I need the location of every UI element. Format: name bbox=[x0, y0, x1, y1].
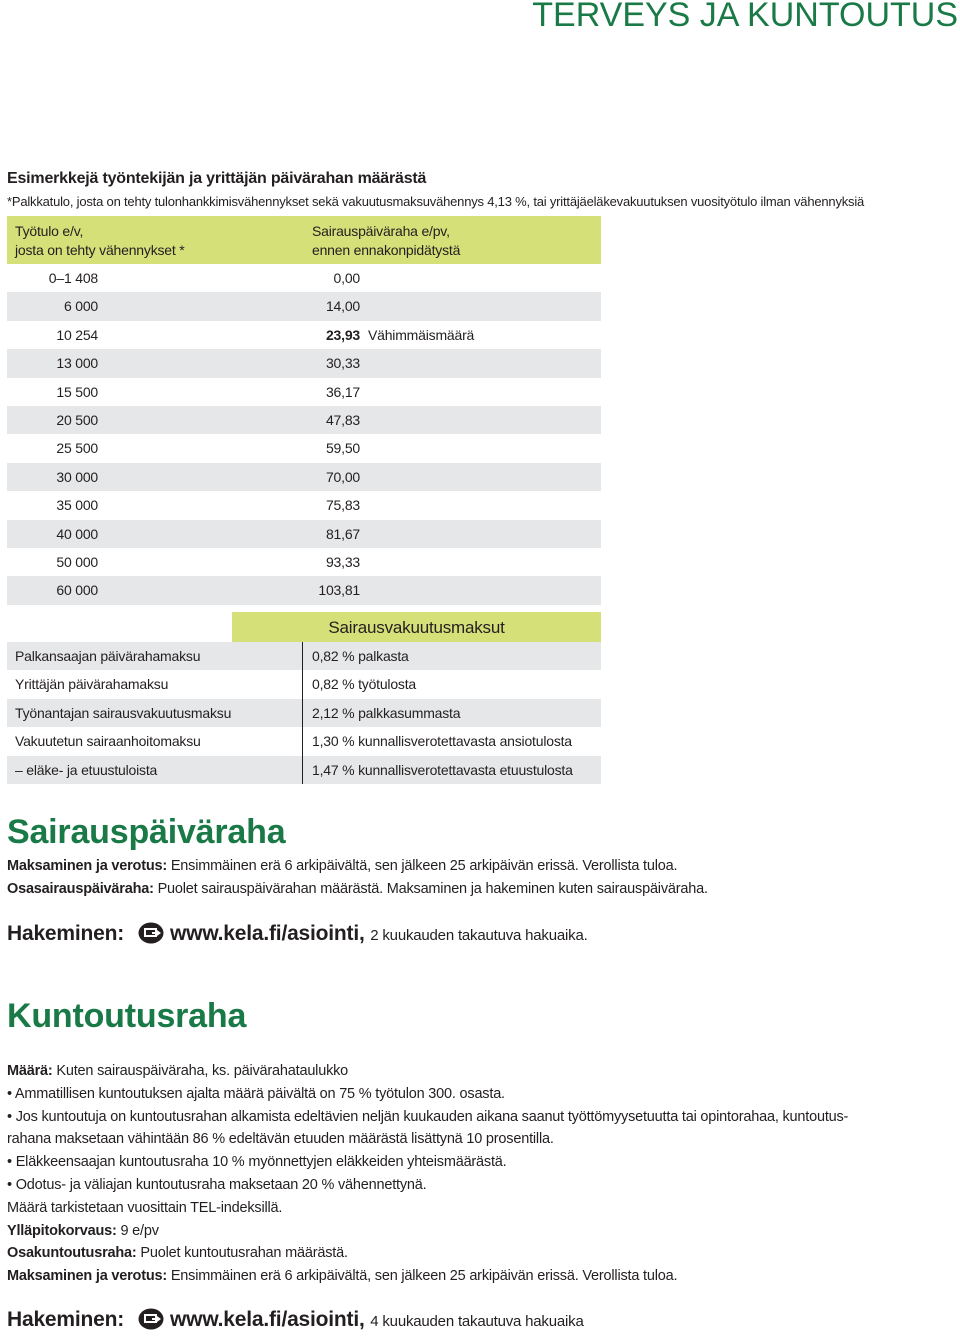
allowance-cell: 36,17 bbox=[325, 383, 360, 400]
fee-value: 0,82 % palkasta bbox=[312, 648, 409, 664]
table-row bbox=[7, 727, 601, 755]
column-divider bbox=[302, 756, 303, 784]
rehab-index-check: Määrä tarkistetaan vuosittain TEL-indeksillä. bbox=[7, 1200, 283, 1216]
column-divider bbox=[302, 642, 303, 670]
table-row bbox=[7, 756, 601, 784]
section-title: Esimerkkejä työntekijän ja yrittäjän päivärahan määrästä bbox=[7, 170, 427, 187]
allowance-cell: 103,81 bbox=[318, 582, 360, 599]
table-row bbox=[7, 699, 601, 727]
rehab-amount-label: Määrä: bbox=[7, 1063, 53, 1079]
income-cell: 35 000 bbox=[56, 497, 98, 514]
sickness-payment-text: Ensimmäinen erä 6 arkipäivältä, sen jälkeen 25 arkipäivän erissä. Verollista tuloa. bbox=[167, 858, 678, 874]
insurance-fees-table bbox=[7, 612, 601, 784]
income-cell: 30 000 bbox=[56, 468, 98, 485]
sickness-apply-label: Hakeminen: bbox=[7, 922, 125, 945]
table-row bbox=[7, 378, 601, 406]
rehab-apply-label: Hakeminen: bbox=[7, 1308, 125, 1331]
table-row bbox=[7, 520, 601, 548]
table-row bbox=[7, 463, 601, 491]
rehab-bullet-1: • Ammatillisen kuntoutuksen ajalta määrä päivältä on 75 % työtulon 300. osasta. bbox=[7, 1086, 505, 1102]
allowance-header-line2: ennen ennakonpidätystä bbox=[312, 242, 461, 258]
table-row bbox=[7, 292, 601, 320]
rehab-payment-label: Maksaminen ja verotus: bbox=[7, 1268, 167, 1284]
rehab-apply bbox=[7, 1308, 584, 1336]
allowance-cell: 14,00 bbox=[325, 298, 360, 315]
sickness-partial-text: Puolet sairauspäivärahan määrästä. Maksaminen ja hakeminen kuten sairauspäiväraha. bbox=[153, 881, 708, 897]
fee-label: – eläke- ja etuustuloista bbox=[15, 761, 158, 778]
rehab-amount bbox=[7, 1063, 348, 1079]
sickness-apply-note: 2 kuukauden takautuva hakuaika. bbox=[370, 927, 588, 944]
sickness-heading: Sairauspäiväraha bbox=[7, 813, 286, 851]
table-row bbox=[7, 548, 601, 576]
allowance-cell: 75,83 bbox=[325, 497, 360, 514]
allowance-cell: 47,83 bbox=[325, 411, 360, 428]
sickness-apply-link[interactable]: www.kela.fi/asiointi, bbox=[170, 922, 365, 945]
allowance-header-line1: Sairauspäiväraha e/pv, bbox=[312, 223, 450, 239]
rehab-partial-text: Puolet kuntoutusrahan määrästä. bbox=[136, 1245, 348, 1261]
income-cell: 20 500 bbox=[56, 411, 98, 428]
rehab-amount-text: Kuten sairauspäiväraha, ks. päivärahataulukko bbox=[52, 1063, 349, 1079]
insurance-table-title: Sairausvakuutusmaksut bbox=[232, 612, 601, 642]
allowance-cell: 59,50 bbox=[325, 440, 360, 457]
table-row bbox=[7, 406, 601, 434]
fee-label: Palkansaajan päivärahamaksu bbox=[15, 648, 201, 664]
income-cell: 6 000 bbox=[63, 298, 98, 315]
income-cell: 50 000 bbox=[56, 553, 98, 570]
income-cell: 10 254 bbox=[56, 326, 98, 343]
allowance-cell: 93,33 bbox=[325, 553, 360, 570]
column-divider bbox=[302, 727, 303, 755]
table-row bbox=[7, 321, 601, 349]
income-header-line2: josta on tehty vähennykset * bbox=[15, 242, 185, 258]
allowance-cell: 23,93 bbox=[325, 326, 360, 343]
allowance-cell: 0,00 bbox=[333, 270, 360, 286]
fee-label: Yrittäjän päivärahamaksu bbox=[15, 676, 169, 693]
income-cell: 15 500 bbox=[56, 383, 98, 400]
table-row bbox=[7, 670, 601, 698]
rehab-payment-text: Ensimmäinen erä 6 arkipäivältä, sen jälkeen 25 arkipäivän erissä. Verollista tuloa. bbox=[167, 1268, 678, 1284]
income-cell: 40 000 bbox=[56, 525, 98, 542]
column-divider bbox=[302, 670, 303, 698]
fee-value: 2,12 % palkkasummasta bbox=[312, 704, 461, 721]
rehab-apply-link[interactable]: www.kela.fi/asiointi, bbox=[170, 1308, 365, 1331]
rehab-heading: Kuntoutusraha bbox=[7, 997, 247, 1035]
income-cell: 25 500 bbox=[56, 440, 98, 457]
table-header bbox=[7, 216, 601, 264]
daily-allowance-table bbox=[7, 216, 601, 605]
page-header: TERVEYS JA KUNTOUTUS bbox=[532, 0, 958, 34]
online-service-icon bbox=[138, 922, 164, 950]
income-cell: 60 000 bbox=[56, 582, 98, 599]
sickness-partial bbox=[7, 881, 708, 897]
rehab-payment bbox=[7, 1268, 677, 1284]
table-row bbox=[7, 434, 601, 462]
footnote: *Palkkatulo, josta on tehty tulonhankkimisvähennykset sekä vakuutusmaksuvähennys 4,13 %, tai yrittäjäeläkevakuutuksen vuosityötulo ilman vähennyksiä bbox=[7, 194, 865, 209]
income-column-header bbox=[15, 222, 185, 260]
sickness-apply bbox=[7, 922, 588, 950]
allowance-cell: 81,67 bbox=[325, 525, 360, 542]
income-header-line1: Työtulo e/v, bbox=[15, 223, 84, 239]
sickness-partial-label: Osasairauspäiväraha: bbox=[7, 881, 154, 897]
allowance-column-header bbox=[312, 222, 460, 260]
rehab-bullet-2-line2: rahana maksetaan vähintään 86 % edeltävän etuuden määrästä lisättynä 10 prosentilla. bbox=[7, 1131, 554, 1147]
fee-label: Työnantajan sairausvakuutusmaksu bbox=[15, 704, 232, 721]
allowance-note: Vähimmäismäärä bbox=[368, 326, 475, 343]
fee-value: 1,47 % kunnallisverotettavasta etuustulosta bbox=[312, 761, 573, 778]
rehab-maintenance-label: Ylläpitokorvaus: bbox=[7, 1223, 117, 1239]
rehab-bullet-3: • Eläkkeensaajan kuntoutusraha 10 % myönnettyjen eläkkeiden yhteismäärästä. bbox=[7, 1154, 507, 1170]
allowance-cell: 70,00 bbox=[325, 468, 360, 485]
fee-label: Vakuutetun sairaanhoitomaksu bbox=[15, 733, 201, 750]
table-row bbox=[7, 491, 601, 519]
rehab-maintenance bbox=[7, 1223, 159, 1239]
sickness-payment bbox=[7, 858, 677, 874]
sickness-payment-label: Maksaminen ja verotus: bbox=[7, 858, 167, 874]
online-service-icon bbox=[138, 1308, 164, 1336]
fee-value: 1,30 % kunnallisverotettavasta ansiotulosta bbox=[312, 733, 572, 750]
rehab-partial bbox=[7, 1245, 348, 1261]
income-cell: 0–1 408 bbox=[48, 270, 98, 286]
table-row bbox=[7, 349, 601, 377]
fee-value: 0,82 % työtulosta bbox=[312, 676, 416, 693]
rehab-bullet-4: • Odotus- ja väliajan kuntoutusraha maksetaan 20 % vähennettynä. bbox=[7, 1177, 427, 1193]
column-divider bbox=[302, 699, 303, 727]
table-row bbox=[7, 576, 601, 604]
table-row bbox=[7, 642, 601, 670]
table-row bbox=[7, 264, 601, 292]
rehab-maintenance-text: 9 e/pv bbox=[116, 1223, 159, 1239]
rehab-bullet-2-line1: • Jos kuntoutuja on kuntoutusrahan alkamista edeltävien neljän kuukauden aikana saanut työttömyysetuutta tai opintorahaa, kuntoutus- bbox=[7, 1109, 849, 1125]
rehab-partial-label: Osakuntoutusraha: bbox=[7, 1245, 137, 1261]
income-cell: 13 000 bbox=[56, 355, 98, 372]
allowance-cell: 30,33 bbox=[325, 355, 360, 372]
rehab-apply-note: 4 kuukauden takautuva hakuaika bbox=[370, 1313, 584, 1330]
